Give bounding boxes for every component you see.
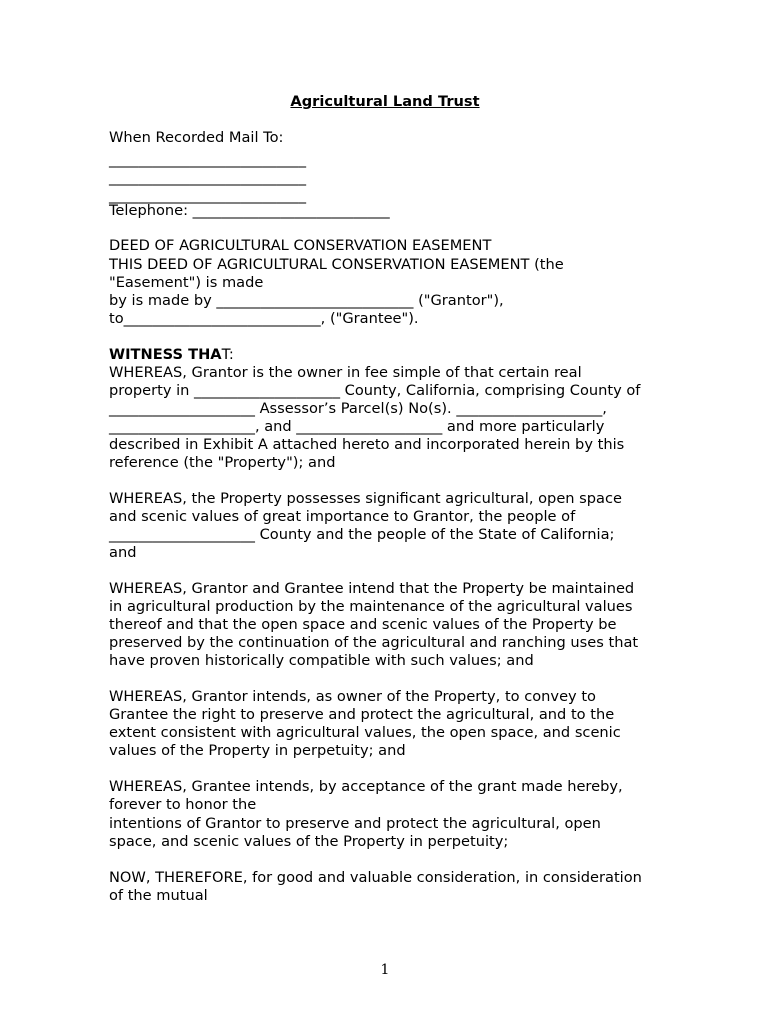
- recorded-mail-label: When Recorded Mail To:: [109, 129, 284, 146]
- deed-intro-line: to___________________________, ("Grantee").: [109, 310, 419, 327]
- paragraph-line: have proven historically compatible with such values; and: [109, 652, 534, 669]
- witness-label-bold: WITNESS THA: [109, 346, 222, 363]
- paragraph-line: ____________________, and ____________________ and more particularly: [109, 418, 605, 435]
- paragraph-line: thereof and that the open space and scenic values of the Property be: [109, 616, 617, 633]
- paragraph-line: WHEREAS, Grantor and Grantee intend that the Property be maintained: [109, 580, 635, 597]
- paragraph-line: of the mutual: [109, 887, 208, 904]
- witness-label-rest: T:: [221, 346, 234, 363]
- paragraph-line: intentions of Grantor to preserve and protect the agricultural, open: [109, 815, 601, 832]
- paragraph-line: property in ____________________ County, California, comprising County of: [109, 382, 641, 399]
- paragraph-line: values of the Property in perpetuity; and: [109, 742, 406, 759]
- deed-intro-line: by is made by ___________________________ ("Grantor"),: [109, 292, 504, 309]
- paragraph-line: Grantee the right to preserve and protect the agricultural, and to the: [109, 706, 615, 723]
- paragraph-line: WHEREAS, Grantor intends, as owner of the Property, to convey to: [109, 688, 596, 705]
- paragraph-line: extent consistent with agricultural values, the open space, and scenic: [109, 724, 621, 741]
- page-number: 1: [380, 962, 390, 978]
- paragraph-line: reference (the "Property"); and: [109, 454, 336, 471]
- paragraph-line: WHEREAS, the Property possesses significant agricultural, open space: [109, 490, 622, 507]
- paragraph-line: and scenic values of great importance to Grantor, the people of: [109, 508, 576, 525]
- telephone-line: Telephone: ___________________________: [109, 202, 390, 219]
- paragraph-line: WHEREAS, Grantor is the owner in fee simple of that certain real: [109, 364, 582, 381]
- paragraph-line: described in Exhibit A attached hereto and incorporated herein by this: [109, 436, 625, 453]
- paragraph-line: in agricultural production by the maintenance of the agricultural values: [109, 598, 633, 615]
- paragraph-line: ____________________ County and the people of the State of California;: [109, 526, 615, 543]
- paragraph-line: space, and scenic values of the Property in perpetuity;: [109, 833, 509, 850]
- paragraph-line: WHEREAS, Grantee intends, by acceptance of the grant made hereby,: [109, 778, 623, 795]
- paragraph-line: NOW, THEREFORE, for good and valuable consideration, in consideration: [109, 869, 642, 886]
- address-blank-line-2: ___________________________: [109, 169, 307, 186]
- paragraph-line: and: [109, 544, 137, 561]
- deed-intro-line: THIS DEED OF AGRICULTURAL CONSERVATION EASEMENT (the: [109, 256, 564, 273]
- witness-label: [109, 346, 234, 364]
- address-blank-line-1: ___________________________: [109, 151, 307, 168]
- paragraph-line: forever to honor the: [109, 796, 257, 813]
- paragraph-line: ____________________ Assessor’s Parcel(s) No(s). ____________________,: [109, 400, 607, 417]
- paragraph-line: preserved by the continuation of the agricultural and ranching uses that: [109, 634, 639, 651]
- deed-intro-line: "Easement") is made: [109, 274, 264, 291]
- document-title: Agricultural Land Trust: [290, 93, 480, 110]
- address-blank-line-3: ___________________________: [109, 187, 307, 204]
- deed-heading: DEED OF AGRICULTURAL CONSERVATION EASEMENT: [109, 237, 492, 254]
